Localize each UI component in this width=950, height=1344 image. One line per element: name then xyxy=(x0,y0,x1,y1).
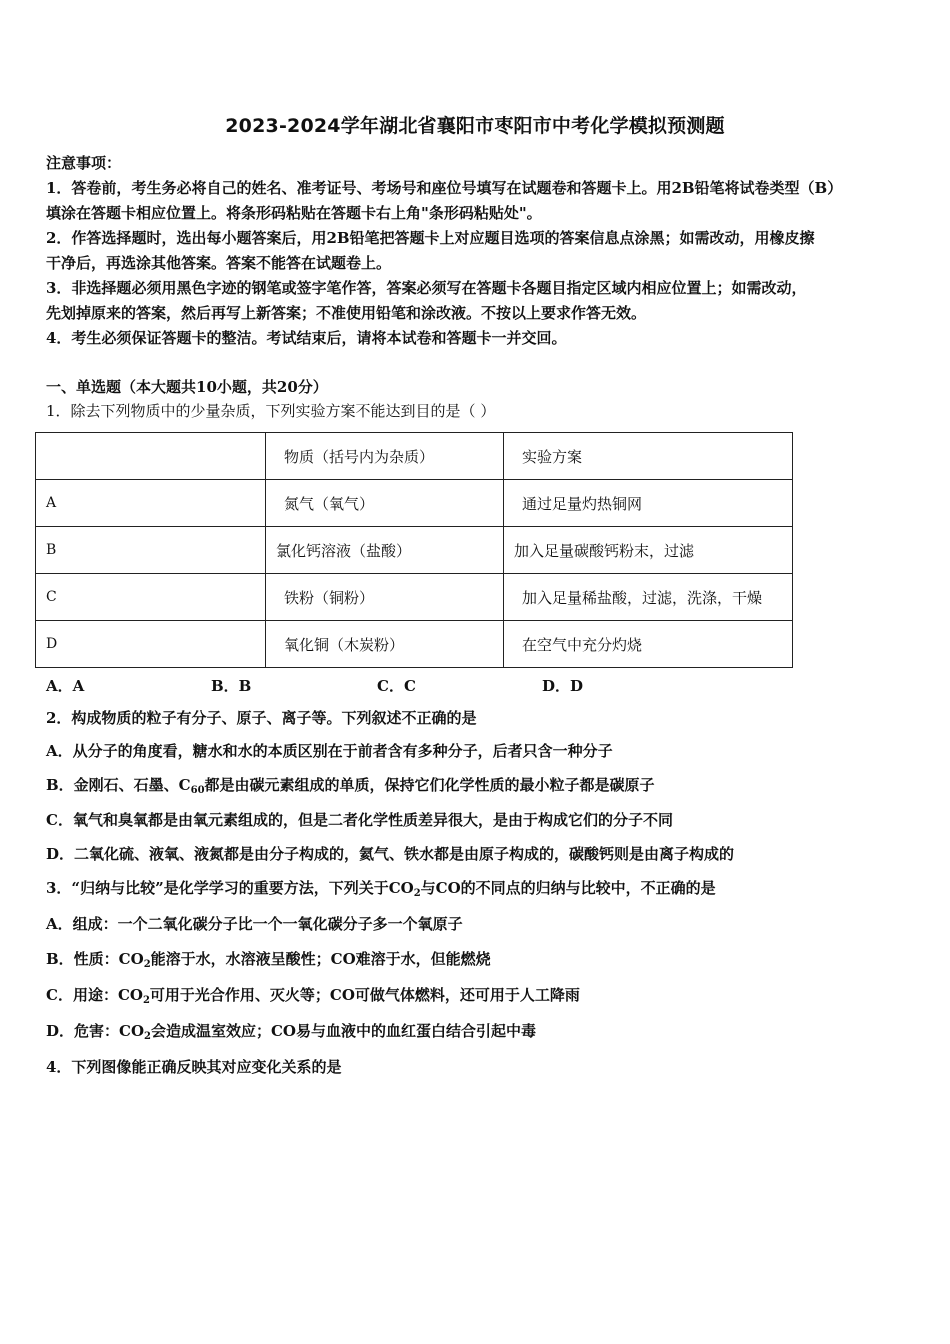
q1-options xyxy=(46,675,746,695)
table-header-row xyxy=(36,433,793,480)
notice-label: 注意事项： xyxy=(46,154,122,172)
table-row xyxy=(36,621,793,668)
q1-option-c: C．C xyxy=(377,677,416,695)
notice-line-5: 3．非选择题必须用黑色字迹的钢笔或签字笔作答，答案必须写在答题卡各题目指定区域内相应位置上；如需改动， xyxy=(46,279,807,297)
q2-option-d: D．二氧化硫、液氧、液氮都是由分子构成的，氦气、铁水都是由原子构成的，碳酸钙则是由离子构成的 xyxy=(46,845,735,863)
table-cell: 氮气（氧气） xyxy=(266,480,504,527)
table-cell: A xyxy=(36,480,266,527)
q2-option-b-text-rest: 都是由碳元素组成的单质，保持它们化学性质的最小粒子都是碳原子 xyxy=(204,776,655,794)
q3-option-c xyxy=(46,985,580,1005)
table-row xyxy=(36,480,793,527)
q3-stem-subscript: 2 xyxy=(413,888,421,899)
q3-option-d-subscript: 2 xyxy=(144,1031,151,1042)
table-cell: C xyxy=(36,574,266,621)
q1-table xyxy=(35,432,793,668)
table-header-cell: 物质（括号内为杂质） xyxy=(266,433,504,480)
q2-stem: 2．构成物质的粒子有分子、原子、离子等。下列叙述不正确的是 xyxy=(46,709,477,727)
table-cell: 氧化铜（木炭粉） xyxy=(266,621,504,668)
q3-option-b-subscript: 2 xyxy=(143,959,151,970)
q3-option-b-text: B．性质：CO xyxy=(46,950,144,968)
q1-option-a: A．A xyxy=(46,677,85,695)
q3-stem xyxy=(46,878,716,898)
table-header-cell: 实验方案 xyxy=(504,433,793,480)
q3-option-d-text: D．危害：CO xyxy=(46,1022,145,1040)
q3-option-d-text-rest: 会造成温室效应；CO易与血液中的血红蛋白结合引起中毒 xyxy=(150,1022,536,1040)
notice-line-3: 2．作答选择题时，选出每小题答案后，用2B铅笔把答题卡上对应题目选项的答案信息点涂黑；如需改动，用橡皮擦 xyxy=(46,229,815,247)
q2-option-b-text: B．金刚石、石墨、C xyxy=(46,776,191,794)
table-cell: 氯化钙溶液（盐酸） xyxy=(266,527,504,574)
q2-option-c: C．氧气和臭氧都是由氧元素组成的，但是二者化学性质差异很大，是由于构成它们的分子不同 xyxy=(46,811,673,829)
notice-line-7: 4．考生必须保证答题卡的整洁。考试结束后，请将本试卷和答题卡一并交回。 xyxy=(46,329,567,347)
table-cell: 在空气中充分灼烧 xyxy=(504,621,793,668)
q3-option-a: A．组成：一个二氧化碳分子比一个一氧化碳分子多一个氧原子 xyxy=(46,915,463,933)
table-cell: 加入足量碳酸钙粉末，过滤 xyxy=(504,527,793,574)
table-cell: 铁粉（铜粉） xyxy=(266,574,504,621)
q3-option-d xyxy=(46,1021,536,1041)
q2-option-b-subscript: 60 xyxy=(190,785,205,796)
notice-line-4: 干净后，再选涂其他答案。答案不能答在试题卷上。 xyxy=(46,254,392,272)
notice-line-6: 先划掉原来的答案，然后再写上新答案；不准使用铅笔和涂改液。不按以上要求作答无效。 xyxy=(46,304,647,322)
table-cell: 加入足量稀盐酸，过滤，洗涤，干燥 xyxy=(504,574,793,621)
q1-stem: 1．除去下列物质中的少量杂质，下列实验方案不能达到目的是（ ） xyxy=(46,402,496,420)
table-cell: B xyxy=(36,527,266,574)
table-cell: D xyxy=(36,621,266,668)
q4-stem: 4．下列图像能正确反映其对应变化关系的是 xyxy=(46,1058,342,1076)
q1-option-d: D．D xyxy=(542,677,584,695)
q3-option-c-text-rest: 可用于光合作用、灭火等；CO可做气体燃料，还可用于人工降雨 xyxy=(149,986,580,1004)
section-heading: 一、单选题（本大题共10小题，共20分） xyxy=(46,378,328,396)
q1-option-b: B．B xyxy=(211,677,252,695)
page-title: 2023-2024学年湖北省襄阳市枣阳市中考化学模拟预测题 xyxy=(225,115,725,137)
q3-option-c-text: C．用途：CO xyxy=(46,986,143,1004)
q3-stem-text-rest: 与CO的不同点的归纳与比较中，不正确的是 xyxy=(420,879,716,897)
table-cell: 通过足量灼热铜网 xyxy=(504,480,793,527)
q2-option-a: A．从分子的角度看，糖水和水的本质区别在于前者含有多种分子，后者只含一种分子 xyxy=(46,742,613,760)
q3-option-b-text-rest: 能溶于水，水溶液呈酸性；CO难溶于水，但能燃烧 xyxy=(150,950,491,968)
table-row xyxy=(36,574,793,621)
q3-option-b xyxy=(46,949,491,969)
q3-option-c-subscript: 2 xyxy=(142,995,150,1006)
notice-line-1: 1．答卷前，考生务必将自己的姓名、准考证号、考场号和座位号填写在试题卷和答题卡上。用2B铅笔将试卷类型（B） xyxy=(46,179,843,197)
table-row xyxy=(36,527,793,574)
notice-line-2: 填涂在答题卡相应位置上。将条形码粘贴在答题卡右上角"条形码粘贴处"。 xyxy=(46,204,542,222)
q2-option-b xyxy=(46,775,655,795)
q3-stem-text: 3．“归纳与比较”是化学学习的重要方法，下列关于CO xyxy=(46,879,414,897)
table-header-cell xyxy=(36,433,266,480)
